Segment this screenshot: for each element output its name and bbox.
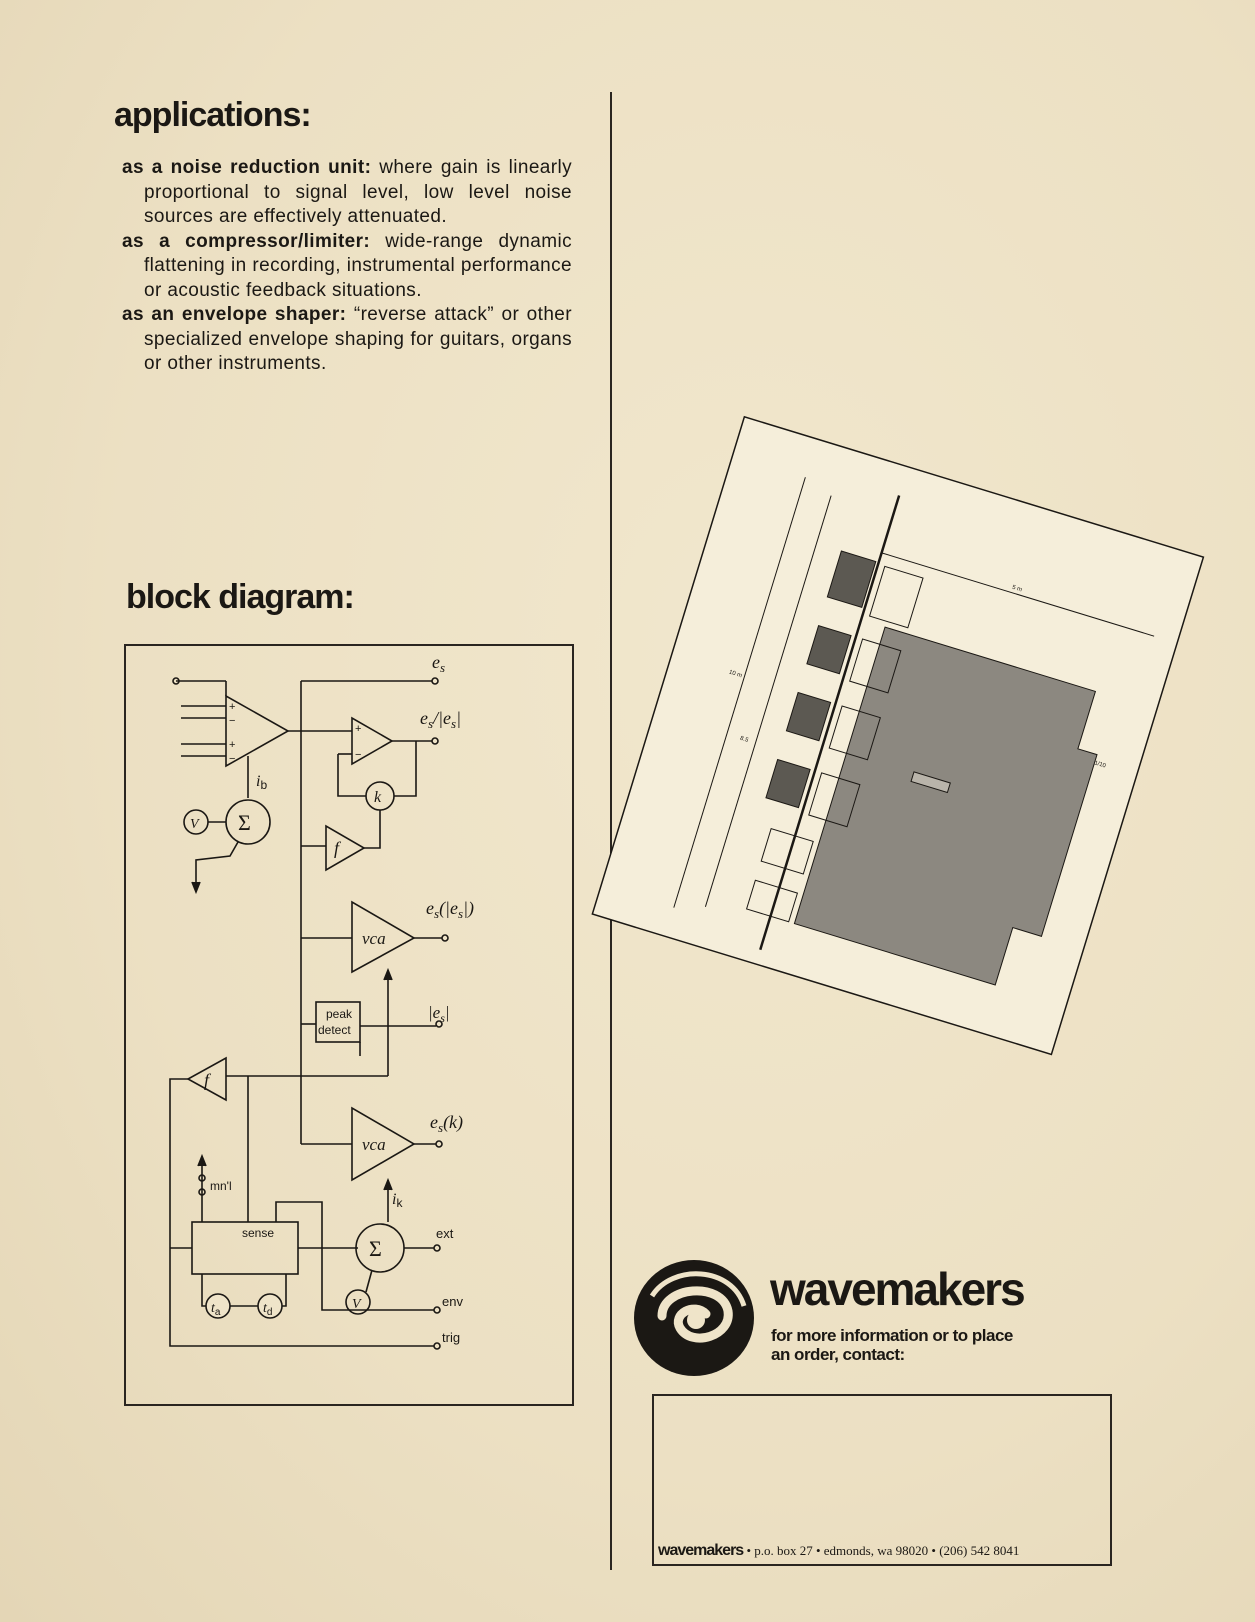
column-divider (610, 92, 612, 1570)
contact-box (652, 1394, 1112, 1566)
v-symbol-lower: V (352, 1297, 361, 1312)
k-symbol: k (374, 789, 382, 806)
v-symbol: V (190, 817, 199, 832)
svg-text:ib (256, 773, 267, 792)
wire (196, 842, 238, 886)
svg-text:−: − (229, 753, 236, 765)
ib-subscript: b (260, 778, 268, 792)
wire (364, 810, 380, 848)
dimension-label-side: 10 m (728, 669, 743, 680)
svg-text:+: + (229, 701, 236, 713)
terminal-ext (434, 1245, 440, 1251)
svg-text:−: − (229, 715, 236, 727)
svg-text:+: + (229, 739, 236, 751)
terminal-env (434, 1307, 440, 1313)
applications-heading: applications: (114, 96, 311, 134)
terminal-es (432, 678, 438, 684)
es-abs-subscript: s (434, 906, 440, 921)
es-k-subscript: s (438, 1120, 444, 1135)
tagline-line: for more information or to place (771, 1326, 1013, 1345)
ib-label: i (256, 773, 261, 790)
arrow (384, 1180, 392, 1190)
manual-label: mn'l (210, 1179, 232, 1193)
wire (394, 741, 416, 796)
arrow (198, 1156, 206, 1166)
trig-label: trig (442, 1330, 461, 1345)
vca-lower-label: vca (362, 1135, 386, 1154)
terminal-es-k (436, 1141, 442, 1147)
application-text: “reverse attack” or other specialized envelope shaping for guitars, organs or other instruments. (144, 304, 572, 374)
ta-subscript: a (214, 1307, 221, 1318)
svg-text:|es| (428, 1003, 450, 1025)
vca-label: vca (362, 929, 386, 948)
terminal-es-normalized (432, 738, 438, 744)
peak-label: peak (326, 1007, 353, 1021)
arrow (192, 882, 200, 892)
arrow (384, 970, 392, 980)
es-k-end: (k) (443, 1112, 464, 1132)
svg-text:+: + (355, 723, 362, 735)
es-k-label: e (430, 1112, 438, 1132)
sigma-symbol-ik: Σ (369, 1236, 382, 1261)
application-item-noise-reduction (122, 156, 572, 230)
es-subscript: s (440, 660, 446, 675)
f-symbol-left: f (204, 1070, 210, 1090)
td-label: t (263, 1301, 267, 1316)
contact-footer (658, 1542, 1106, 1560)
svg-text:−: − (355, 749, 362, 761)
terminal-es-abs (442, 935, 448, 941)
abs-es-label: |e (428, 1003, 441, 1022)
application-item-envelope-shaper (122, 303, 572, 377)
function-block-upper (326, 826, 364, 870)
application-lead: as a noise reduction unit: (122, 157, 372, 178)
sense-label: sense (242, 1226, 275, 1240)
es-abs-mid: (|e (439, 898, 458, 918)
application-text: wide-range dynamic flattening in recording, instrumental performance or acoustic feedback situations. (144, 230, 572, 301)
ext-label: ext (436, 1226, 454, 1241)
application-lead: as a compressor/limiter: (122, 230, 371, 252)
terminal-trig (434, 1343, 440, 1349)
footer-brand: wavemakers (658, 1542, 744, 1559)
application-text: where gain is linearly proportional to signal level, low level noise sources are effectively attenuated. (144, 157, 573, 227)
wire (276, 1202, 434, 1310)
es-normalized-label: e (420, 708, 428, 728)
env-label: env (442, 1294, 463, 1309)
es-abs-subscript-2: s (458, 906, 464, 921)
svg-text:es/|es|: $e_s/|e_s|$ (420, 708, 462, 731)
block-diagram-svg (126, 646, 576, 1408)
floor-plan-drawing (628, 408, 1188, 1038)
svg-text:es(k) (430, 1112, 463, 1135)
detect-label: detect (318, 1023, 351, 1037)
footer-address: • p.o. box 27 • edmonds, wa 98020 • (206) 542 8041 (743, 1543, 1020, 1558)
es-abs-end: |) (463, 898, 475, 918)
es-normalized-subscript: s (428, 716, 434, 731)
wavemakers-logo (632, 1256, 762, 1386)
application-lead: as an envelope shaper: (122, 304, 347, 325)
tagline-line: an order, contact: (771, 1345, 905, 1364)
brand-name: wavemakers (770, 1263, 1024, 1315)
ta-label: t (211, 1301, 215, 1316)
dimension-label-right: 1/10 (1093, 760, 1107, 770)
sigma-symbol: Σ (238, 810, 251, 835)
block-diagram (124, 644, 574, 1406)
dimension-label-top: 5 m (1011, 584, 1023, 594)
block-diagram-heading: block diagram: (126, 578, 354, 616)
ik-subscript: k (396, 1196, 403, 1210)
abs-es-subscript: s (440, 1011, 445, 1025)
f-symbol: f (334, 838, 340, 858)
es-abs-label: e (426, 898, 434, 918)
td-subscript: d (266, 1307, 273, 1318)
wire (366, 1270, 372, 1292)
application-item-compressor (122, 230, 572, 304)
abs-es-end: | (444, 1003, 450, 1022)
applications-list (122, 156, 572, 377)
svg-text:es(|es|) (426, 898, 474, 921)
svg-text:ik (392, 1191, 403, 1210)
ik-label: i (392, 1191, 397, 1208)
es-label: e (432, 652, 440, 672)
dimension-label-mid: 8.5 (739, 735, 749, 744)
svg-text:es (432, 652, 445, 675)
brand-tagline (771, 1326, 1071, 1364)
